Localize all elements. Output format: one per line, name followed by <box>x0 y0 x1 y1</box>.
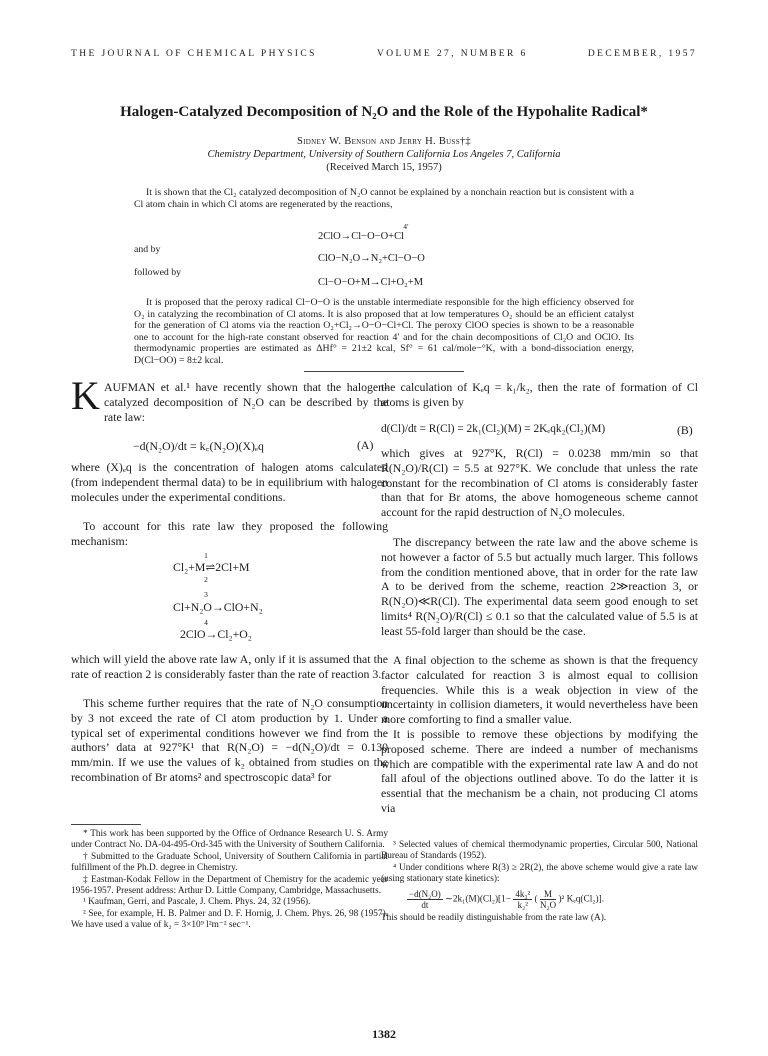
right-paragraph-5: It is possible to remove these objections by modifying the proposed scheme. There are indeed a number of mechanisms which are compatible with the experimental rate law A and do not fall afoul of the objections outlined above. To do the latter it is essential that the mechanism be a chain, not producing Cl atoms via <box>381 727 698 815</box>
abstract-followed-by: followed by <box>134 267 182 278</box>
left-paragraph-3: To account for this rate law they proposed the following mechanism: <box>71 519 388 548</box>
journal-name: THE JOURNAL OF CHEMICAL PHYSICS <box>71 49 317 59</box>
running-header <box>71 49 697 59</box>
section-divider <box>304 371 464 372</box>
rate-fraction-num: −d(N₂O) <box>409 888 441 899</box>
abstract-reaction-1: 2ClO→Cl−O−O+Cl <box>318 231 405 242</box>
abstract-reaction-number: 4′ <box>403 222 409 231</box>
issue-date: DECEMBER, 1957 <box>587 49 697 59</box>
authors: Sidney W. Benson and Jerry H. Buss†‡ <box>297 136 471 147</box>
footnotes-right <box>381 840 698 924</box>
k-ratio-fraction <box>513 889 532 910</box>
left-paragraph-2: where (X)ₑq is the concentration of halogen atoms calculated (from independent thermal data) to be in equilibrium with halogen molecules under the experimental conditions. <box>71 460 388 504</box>
footnote-4: ⁴ Under conditions where R(3) ≥ 2R(2), the above scheme would give a rate law (using stationary state kinetics): <box>381 862 698 885</box>
volume-number: VOLUME 27, NUMBER 6 <box>377 49 528 59</box>
mechanism-1-reverse-number: 2 <box>204 575 208 584</box>
paper-title: Halogen-Catalyzed Decomposition of N₂O and the Role of the Hypohalite Radical* <box>120 104 648 120</box>
equation-b: d(Cl)/dt = R(Cl) = 2k₁(Cl₂)(M) = 2Kₑqk₂(Cl₂)(M) <box>381 423 606 435</box>
mechanism-step-2: Cl+N₂O→ClO+N₂ <box>173 600 263 614</box>
rate-fraction <box>407 889 443 910</box>
drop-cap: K <box>71 373 100 418</box>
affiliation: Chemistry Department, University of Southern California Los Angeles 7, California <box>207 149 561 160</box>
open-paren: ( <box>534 894 538 905</box>
right-paragraph-4: A final objection to the scheme as shown is that the frequency factor calculated for reaction 3 is almost equal to collision frequencies. While this is a weak objection in view of the uncertainty in collision diameters, it would nevertheless have been more comforting to find a smaller value. <box>381 653 698 727</box>
page-number: 1382 <box>372 1027 396 1041</box>
left-paragraph-1: AUFMAN et al.¹ have recently shown that the halogen-catalyzed decomposition of N₂O can be described by the rate law: <box>104 380 388 424</box>
abstract-reaction-3: Cl−O−O+M→Cl+O₂+M <box>318 277 424 288</box>
footnote-double-dagger: ‡ Eastman-Kodak Fellow in the Department of Chemistry for the academic year 1956-1957. Present address: Arthur D. Little Company, Cambridge, Massachusetts. <box>71 874 388 897</box>
m-ratio-fraction <box>540 889 556 910</box>
abstract-paragraph-2: It is proposed that the peroxy radical Cl−O−O is the unstable intermediate responsible for the high efficiency observed for O₂ in catalyzing the recombination of Cl atoms. It is also proposed that at low temperatures O₂ should be an efficient catalyst for the generation of Cl atoms via the reaction O₂+Cl₂→O−O−Cl+Cl. The peroxy ClOO species is shown to be a reasonable one to account for the high-rate constant observed for reaction 4′ and for the chain decompositions of Cl₂O and OClO. Its thermodynamic properties are estimated as ΔHf° = 21±2 kcal, Sf° = 61 cal/mole−°K, with a bond-dissociation energy, D(Cl−OO) = 8±2 kcal. <box>134 297 634 366</box>
k-ratio-den: k₂² <box>517 899 528 910</box>
equation-b-label: (B) <box>677 423 693 437</box>
mechanism-3-number: 4 <box>204 618 208 627</box>
abstract-paragraph-1: It is shown that the Cl₂ catalyzed decomposition of N₂O cannot be explained by a nonchain reaction but is consistent with a Cl atom chain in which Cl atoms are regenerated by the reactions, <box>134 187 634 210</box>
equation-a: −d(N₂O)/dt = k꜀(N₂O)(X)ₑq <box>133 439 264 453</box>
k-ratio-num: 4k₃² <box>515 888 531 899</box>
right-paragraph-2: which gives at 927°K, R(Cl) = 0.0238 mm/min so that R(N₂O)/R(Cl) = 5.5 at 927°K. We conclude that unless the rate constant for the recombination of Cl atoms is considerably faster than that for Br atoms, the above homogeneous scheme cannot account for the rapid destruction of N₂O molecules. <box>381 446 698 520</box>
equation-a-label: (A) <box>357 438 374 452</box>
footnote-4-tail: )² Kₑq(Cl₂)]. <box>558 894 605 905</box>
mechanism-step-3: 2ClO→Cl₂+O₂ <box>180 627 252 641</box>
m-ratio-num: M <box>540 889 556 900</box>
left-paragraph-5: This scheme further requires that the rate of N₂O consumption by 3 not exceed the rate of Cl atom production by 1. Under a typical set of experimental conditions however we find from the authors’ data at 927°K¹ that R(N₂O) = −d(N₂O)/dt = 0.130 mm/min. If we use the values of k₂ obtained from studies on the recombination of Br atoms² and spectroscopic data³ for <box>71 696 388 784</box>
rate-fraction-den: dt <box>421 899 429 910</box>
footnote-3: ³ Selected values of chemical thermodynamic properties, Circular 500, National Bureau of Standards (1952). <box>381 840 698 862</box>
right-paragraph-3: The discrepancy between the rate law and the above scheme is not however a factor of 5.5 but actually much larger. This follows from the condition mentioned above, that in order for the rate law A to be derived from the scheme, reaction 2≫reaction 3, or R(N₂O)≪R(Cl). The experimental data seem good enough to set limits⁴ R(N₂O)/R(Cl) ≤ 0.1 so that the calculated value of 5.5 is at least 55-fold larger than should be the case. <box>381 535 698 638</box>
right-paragraph-1: the calculation of Kₑq = k₁/k₂, then the rate of formation of Cl atoms is given by <box>381 380 698 409</box>
footnote-dagger: † Submitted to the Graduate School, University of Southern California in partial fulfillment of the Ph.D. degree in Chemistry. <box>71 851 388 874</box>
abstract-reaction-2: ClO−N₂O→N₂+Cl−O−O <box>318 253 425 264</box>
footnote-2: ² See, for example, H. B. Palmer and D. F. Hornig, J. Chem. Phys. 26, 98 (1957). We have used a value of k₂ = 3×10⁹ l²m⁻² sec⁻¹. <box>71 908 388 931</box>
footnote-4-equation <box>381 889 698 910</box>
footnote-rule <box>71 824 141 825</box>
abstract-and-by: and by <box>134 244 161 255</box>
footnotes-left <box>71 829 388 932</box>
mechanism-2-number: 3 <box>204 590 208 599</box>
footnote-4-mid: ∼2k₁(M)(Cl₂)[1− <box>445 894 512 905</box>
m-ratio-den: N₂O <box>539 899 557 910</box>
footnote-star: * This work has been supported by the Office of Ordnance Research U. S. Army under Contract No. DA-04-495-Ord-345 with the University of Southern California. <box>71 829 388 851</box>
left-intro-lines <box>104 380 388 424</box>
mechanism-step-1: Cl₂+M⇌2Cl+M <box>173 560 250 574</box>
mechanism-1-forward-number: 1 <box>204 551 208 560</box>
received-date: (Received March 15, 1957) <box>326 162 442 173</box>
footnote-1: ¹ Kaufman, Gerri, and Pascale, J. Chem. Phys. 24, 32 (1956). <box>83 897 311 908</box>
footnote-4-conclusion: This should be readily distinguishable from the rate law (A). <box>381 912 607 923</box>
left-paragraph-4: which will yield the above rate law A, only if it is assumed that the rate of reaction 2 is considerably faster than the rate of reaction 3. <box>71 652 388 681</box>
